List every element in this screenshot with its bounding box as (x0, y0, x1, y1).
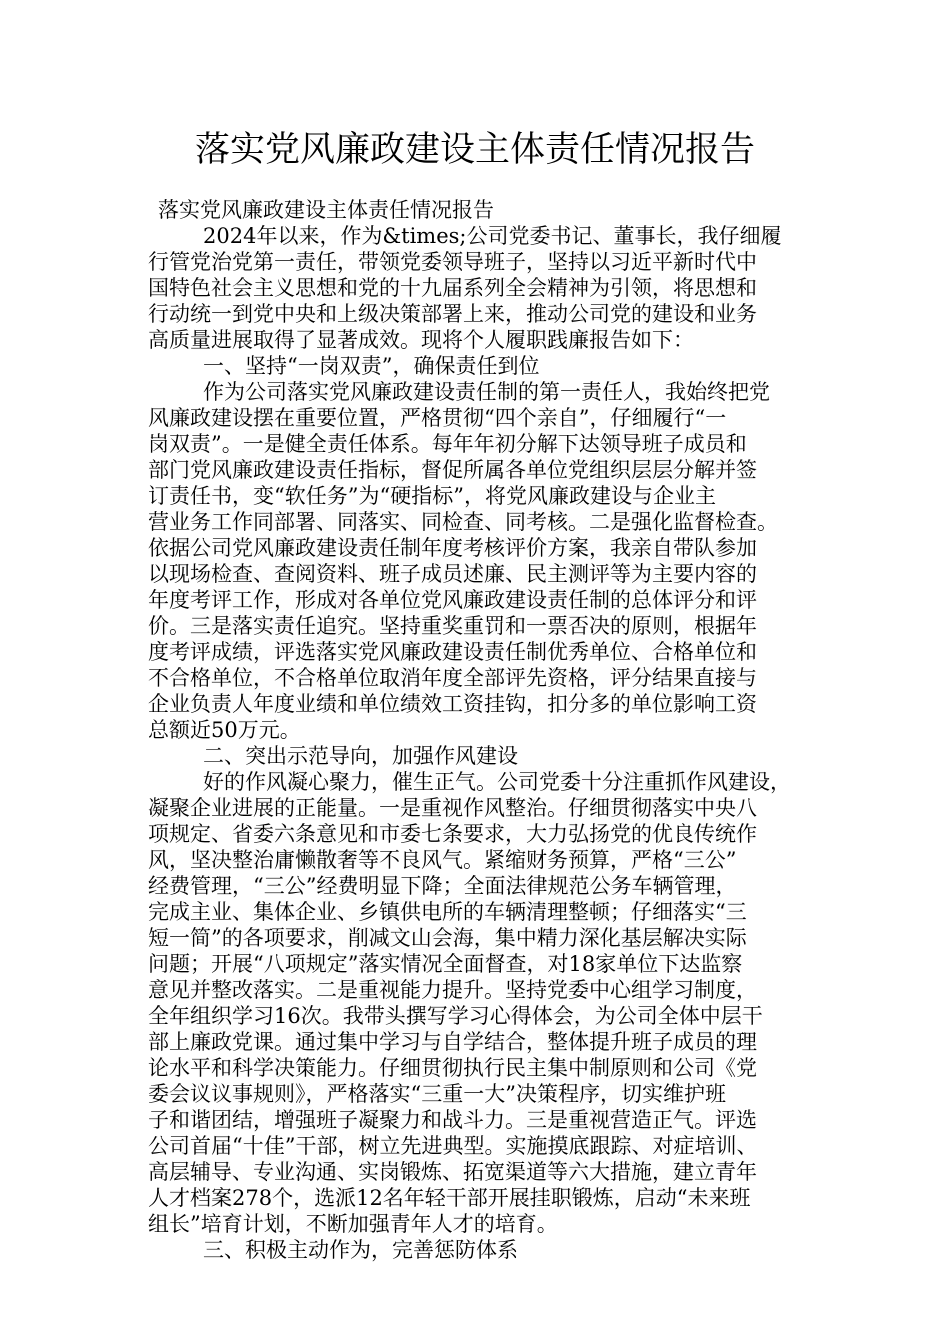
paragraph-line: 公司首届“十佳”干部，树立先进典型。实施摸底跟踪、对症培训、 (148, 1134, 758, 1158)
paragraph-line: 依据公司党风廉政建设责任制年度考核评价方案，我亲自带队参加 (148, 536, 757, 560)
section-heading: 三、积极主动作为，完善惩防体系 (203, 1238, 518, 1262)
paragraph-line: 项规定、省委六条意见和市委七条要求，大力弘扬党的优良传统作 (148, 822, 757, 846)
paragraph-line: 年度考评工作，形成对各单位党风廉政建设责任制的总体评分和评 (148, 588, 757, 612)
paragraph-line: 度考评成绩，评选落实党风廉政建设责任制优秀单位、合格单位和 (148, 640, 757, 664)
subtitle-line: 落实党风廉政建设主体责任情况报告 (158, 198, 494, 222)
paragraph-line: 问题；开展“八项规定”落实情况全面督查，对18家单位下达监察 (148, 952, 743, 976)
section-heading: 二、突出示范导向，加强作风建设 (203, 744, 518, 768)
paragraph-line: 订责任书，变“软任务”为“硬指标”，将党风廉政建设与企业主 (148, 484, 716, 508)
paragraph-line: 风，坚决整治庸懒散奢等不良风气。紧缩财务预算，严格“三公” (148, 848, 737, 872)
paragraph-line: 高层辅导、专业沟通、实岗锻炼、拓宽渠道等六大措施，建立青年 (148, 1160, 757, 1184)
paragraph-line: 子和谐团结，增强班子凝聚力和战斗力。三是重视营造正气。评选 (148, 1108, 757, 1132)
paragraph-line: 凝聚企业进展的正能量。一是重视作风整治。仔细贯彻落实中央八 (148, 796, 757, 820)
paragraph-line: 好的作风凝心聚力，催生正气。公司党委十分注重抓作风建设， (203, 770, 791, 794)
paragraph-line: 2024年以来，作为&times;公司党委书记、董事长，我仔细履 (203, 224, 782, 248)
paragraph-line: 以现场检查、查阅资料、班子成员述廉、民主测评等为主要内容的 (148, 562, 757, 586)
paragraph-line: 国特色社会主义思想和党的十九届系列全会精神为引领，将思想和 (148, 276, 757, 300)
paragraph-line: 部门党风廉政建设责任指标，督促所属各单位党组织层层分解并签 (148, 458, 757, 482)
paragraph-line: 高质量进展取得了显著成效。现将个人履职践廉报告如下： (148, 328, 694, 352)
paragraph-line: 作为公司落实党风廉政建设责任制的第一责任人，我始终把党 (203, 380, 770, 404)
paragraph-line: 组长”培育计划，不断加强青年人才的培育。 (148, 1212, 558, 1236)
paragraph-line: 行管党治党第一责任，带领党委领导班子，坚持以习近平新时代中 (148, 250, 757, 274)
paragraph-line: 短一简”的各项要求，削减文山会海，集中精力深化基层解决实际 (148, 926, 747, 950)
paragraph-line: 营业务工作同部署、同落实、同检查、同考核。二是强化监督检查。 (148, 510, 778, 534)
paragraph-line: 风廉政建设摆在重要位置，严格贯彻“四个亲自”，仔细履行“一 (148, 406, 727, 430)
paragraph-line: 委会议议事规则》，严格落实“三重一大”决策程序，切实维护班 (148, 1082, 726, 1106)
paragraph-line: 意见并整改落实。二是重视能力提升。坚持党委中心组学习制度， (148, 978, 757, 1002)
paragraph-line: 企业负责人年度业绩和单位绩效工资挂钩，扣分多的单位影响工资 (148, 692, 757, 716)
document-title: 落实党风廉政建设主体责任情况报告 (194, 130, 755, 170)
paragraph-line: 全年组织学习16次。我带头撰写学习心得体会，为公司全体中层干 (148, 1004, 763, 1028)
paragraph-line: 行动统一到党中央和上级决策部署上来，推动公司党的建设和业务 (148, 302, 757, 326)
document-body (148, 197, 823, 1263)
paragraph-line: 岗双责”。一是健全责任体系。每年年初分解下达领导班子成员和 (148, 432, 747, 456)
paragraph-line: 价。三是落实责任追究。坚持重奖重罚和一票否决的原则，根据年 (148, 614, 757, 638)
paragraph-line: 经费管理，“三公”经费明显下降；全面法律规范公务车辆管理， (148, 874, 737, 898)
paragraph-line: 论水平和科学决策能力。仔细贯彻执行民主集中制原则和公司《党 (148, 1056, 757, 1080)
section-heading: 一、坚持“一岗双责”，确保责任到位 (203, 354, 540, 378)
paragraph-line: 人才档案278个，选派12名年轻干部开展挂职锻炼，启动“未来班 (148, 1186, 751, 1210)
paragraph-line: 部上廉政党课。通过集中学习与自学结合，整体提升班子成员的理 (148, 1030, 757, 1054)
paragraph-line: 完成主业、集体企业、乡镇供电所的车辆清理整顿；仔细落实“三 (148, 900, 747, 924)
paragraph-line: 不合格单位，不合格单位取消年度全部评先资格，评分结果直接与 (148, 666, 757, 690)
paragraph-line: 总额近50万元。 (148, 718, 301, 742)
